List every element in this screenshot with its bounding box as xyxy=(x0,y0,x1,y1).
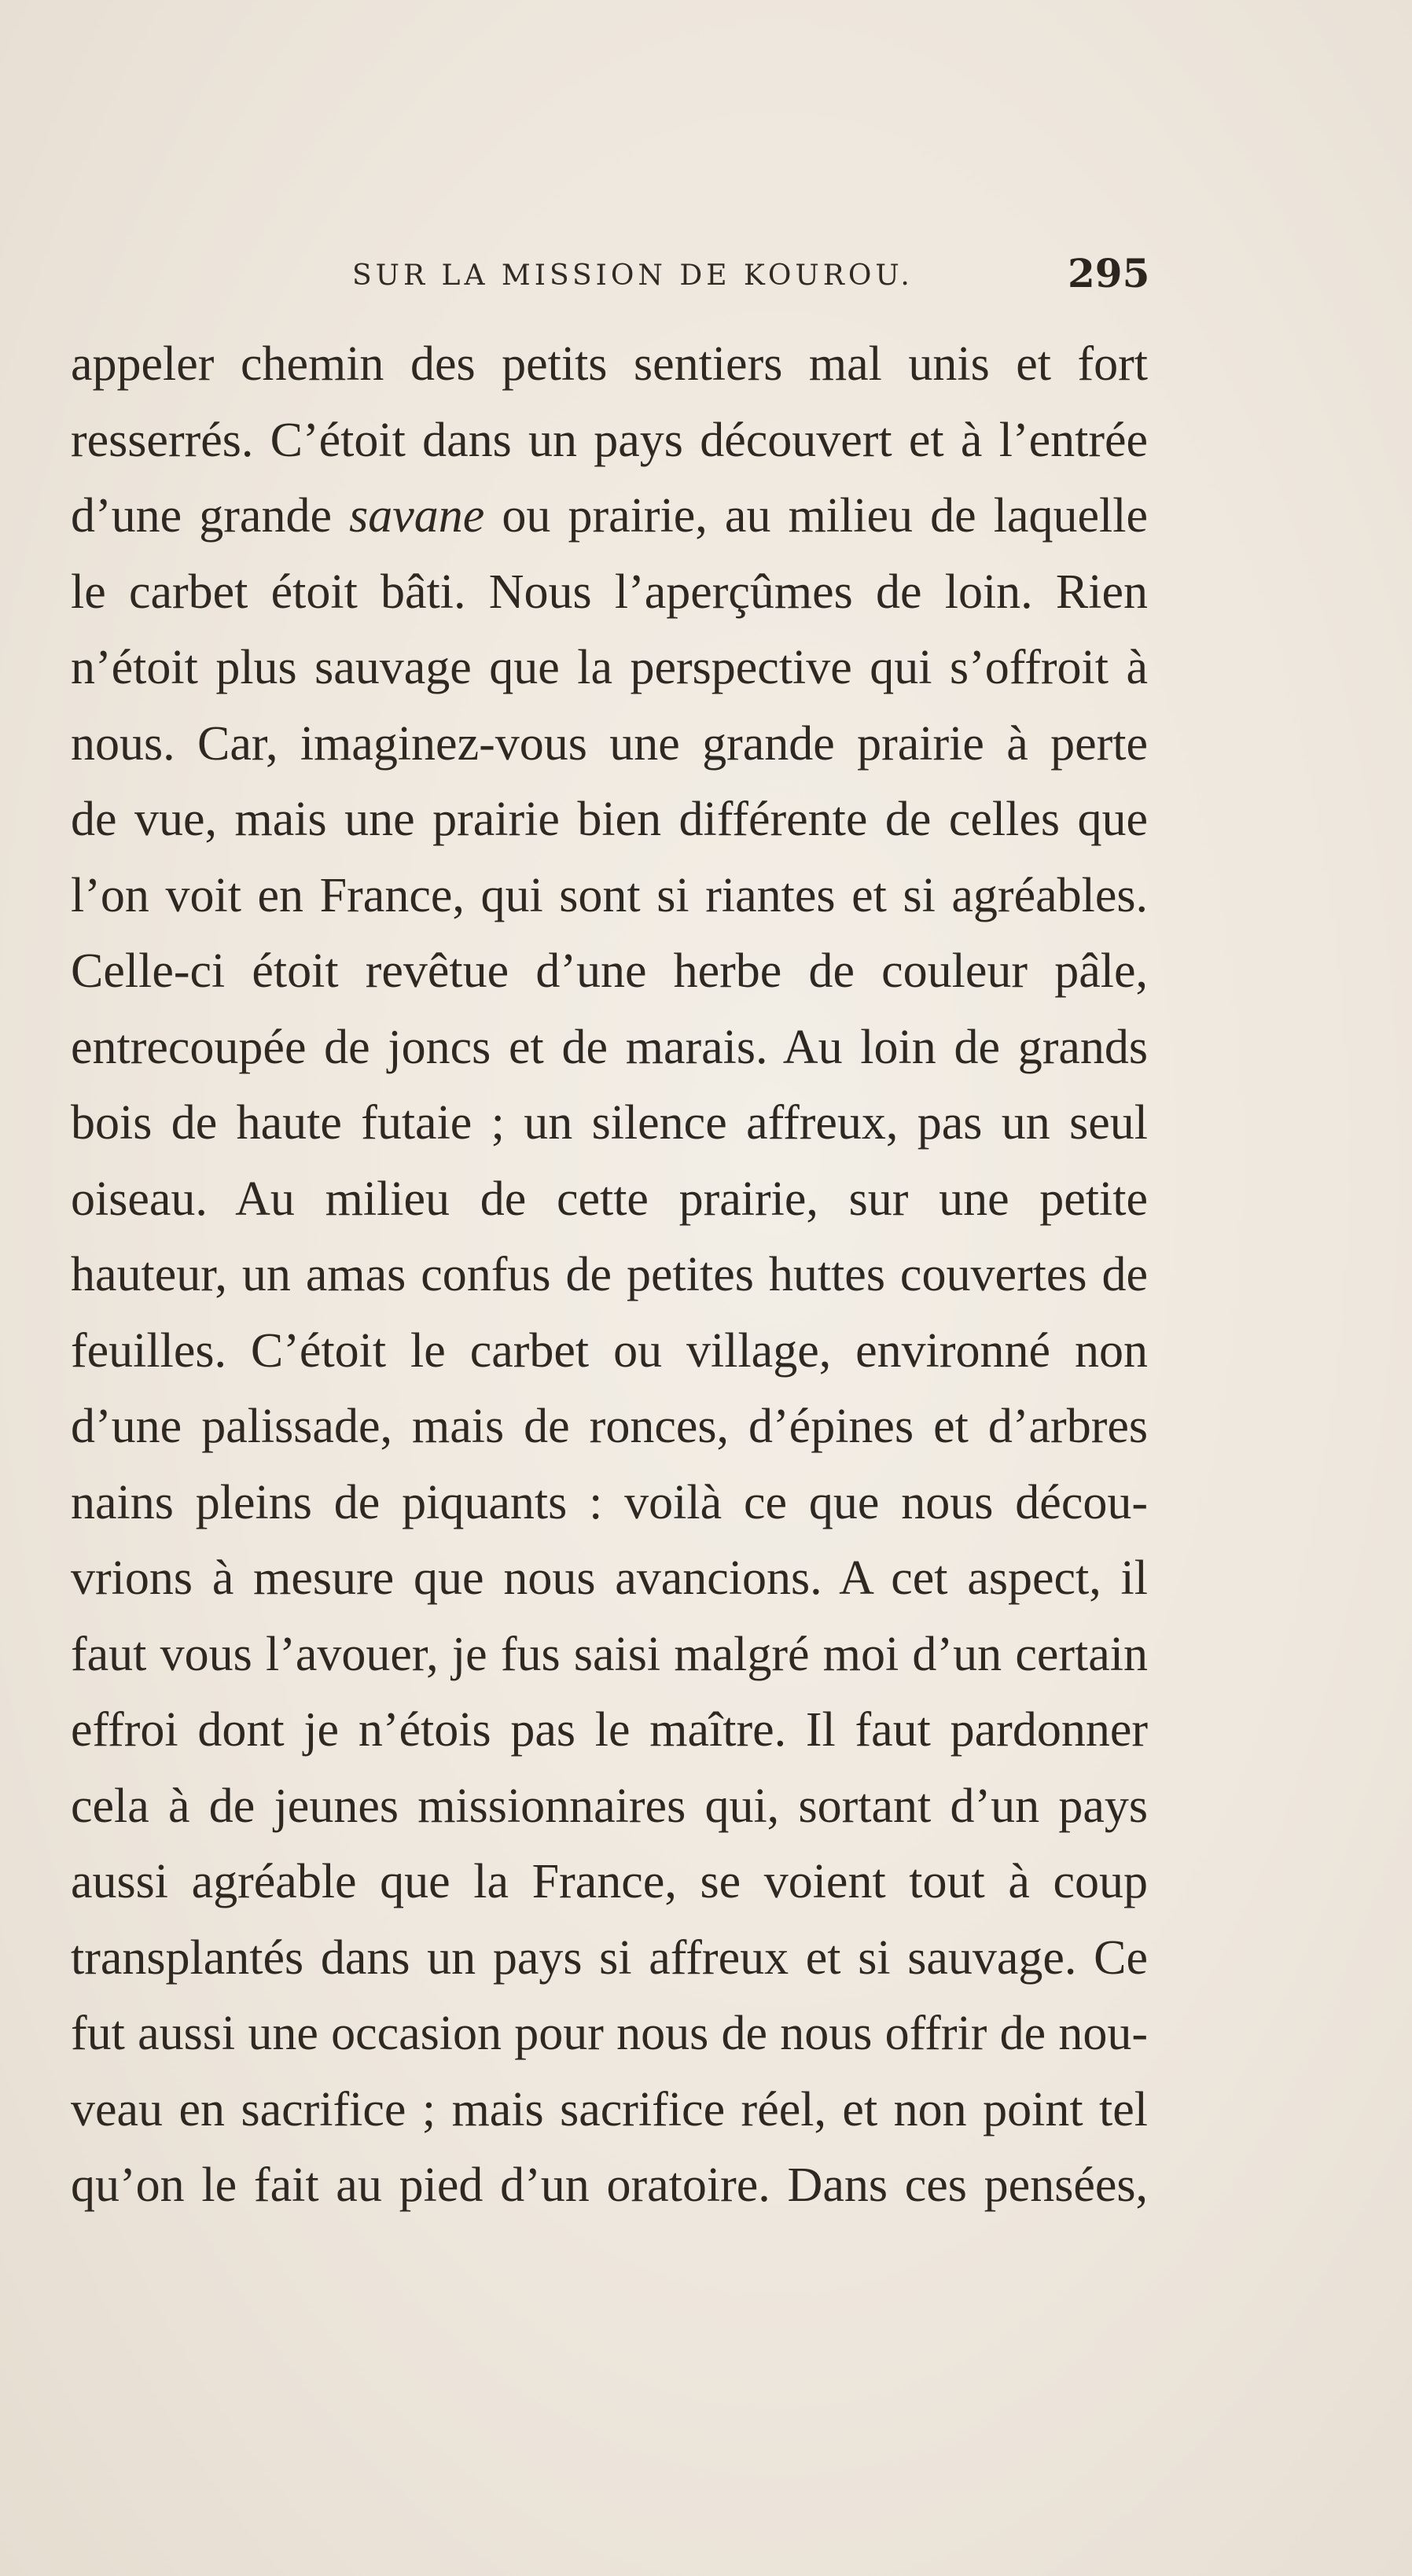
text-line: aussi agréable que la France, se voient tout à coup xyxy=(71,1855,1148,1908)
text-line: resserrés. C’étoit dans un pays découvert et à l’entrée xyxy=(71,413,1148,467)
text-line: hauteur, un amas confus de petites huttes couvertes de xyxy=(71,1248,1148,1301)
text-line: feuilles. C’étoit le carbet ou village, environné non xyxy=(71,1323,1148,1378)
text-line: veau en sacrifice ; mais sacrifice réel, et non point tel xyxy=(71,2082,1148,2136)
italic-word: savane xyxy=(349,489,485,543)
text-line: appeler chemin des petits sentiers mal unis et fort xyxy=(71,337,1148,391)
page-number: 295 xyxy=(1068,250,1150,296)
text-line: faut vous l’avouer, je fus saisi malgré moi d’un certain xyxy=(71,1627,1148,1681)
text-line: fut aussi une occasion pour nous de nous offrir de nou- xyxy=(71,2007,1148,2060)
text-line: n’étoit plus sauvage que la perspective qui s’offroit à xyxy=(71,641,1148,694)
text-line: de vue, mais une prairie bien différente de celles que xyxy=(71,793,1148,846)
text-line: le carbet étoit bâti. Nous l’aperçûmes de loin. Rien xyxy=(71,565,1148,619)
text-line: oiseau. Au milieu de cette prairie, sur une petite xyxy=(71,1172,1148,1226)
text-line: cela à de jeunes missionnaires qui, sortant d’un pays xyxy=(71,1779,1148,1833)
text-line: nous. Car, imaginez-vous une grande prairie à perte xyxy=(71,716,1148,771)
text-line: nains pleins de piquants : voilà ce que nous décou- xyxy=(71,1475,1148,1529)
text-line: l’on voit en France, qui sont si riantes et si agréables. xyxy=(71,868,1148,922)
text-line: qu’on le fait au pied d’un oratoire. Dans ces pensées, xyxy=(71,2158,1148,2212)
running-title: SUR LA MISSION DE KOUROU. xyxy=(352,259,914,292)
text-line: d’une grande savane ou prairie, au milieu de laquelle xyxy=(71,489,1148,543)
text-line: d’une palissade, mais de ronces, d’épines et d’arbres xyxy=(71,1400,1148,1453)
text-line: vrions à mesure que nous avancions. A cet aspect, il xyxy=(71,1551,1148,1605)
text-line: bois de haute futaie ; un silence affreux, pas un seul xyxy=(71,1096,1148,1150)
text-line: effroi dont je n’étois pas le maître. Il faut pardonner xyxy=(71,1703,1148,1757)
text-line: transplantés dans un pays si affreux et si sauvage. Ce xyxy=(71,1930,1148,1985)
text-line: Celle-ci étoit revêtue d’une herbe de couleur pâle, xyxy=(71,944,1148,998)
running-head xyxy=(0,250,1412,305)
text-line: entrecoupée de joncs et de marais. Au loin de grands xyxy=(71,1020,1148,1074)
body-text xyxy=(71,326,1148,2224)
